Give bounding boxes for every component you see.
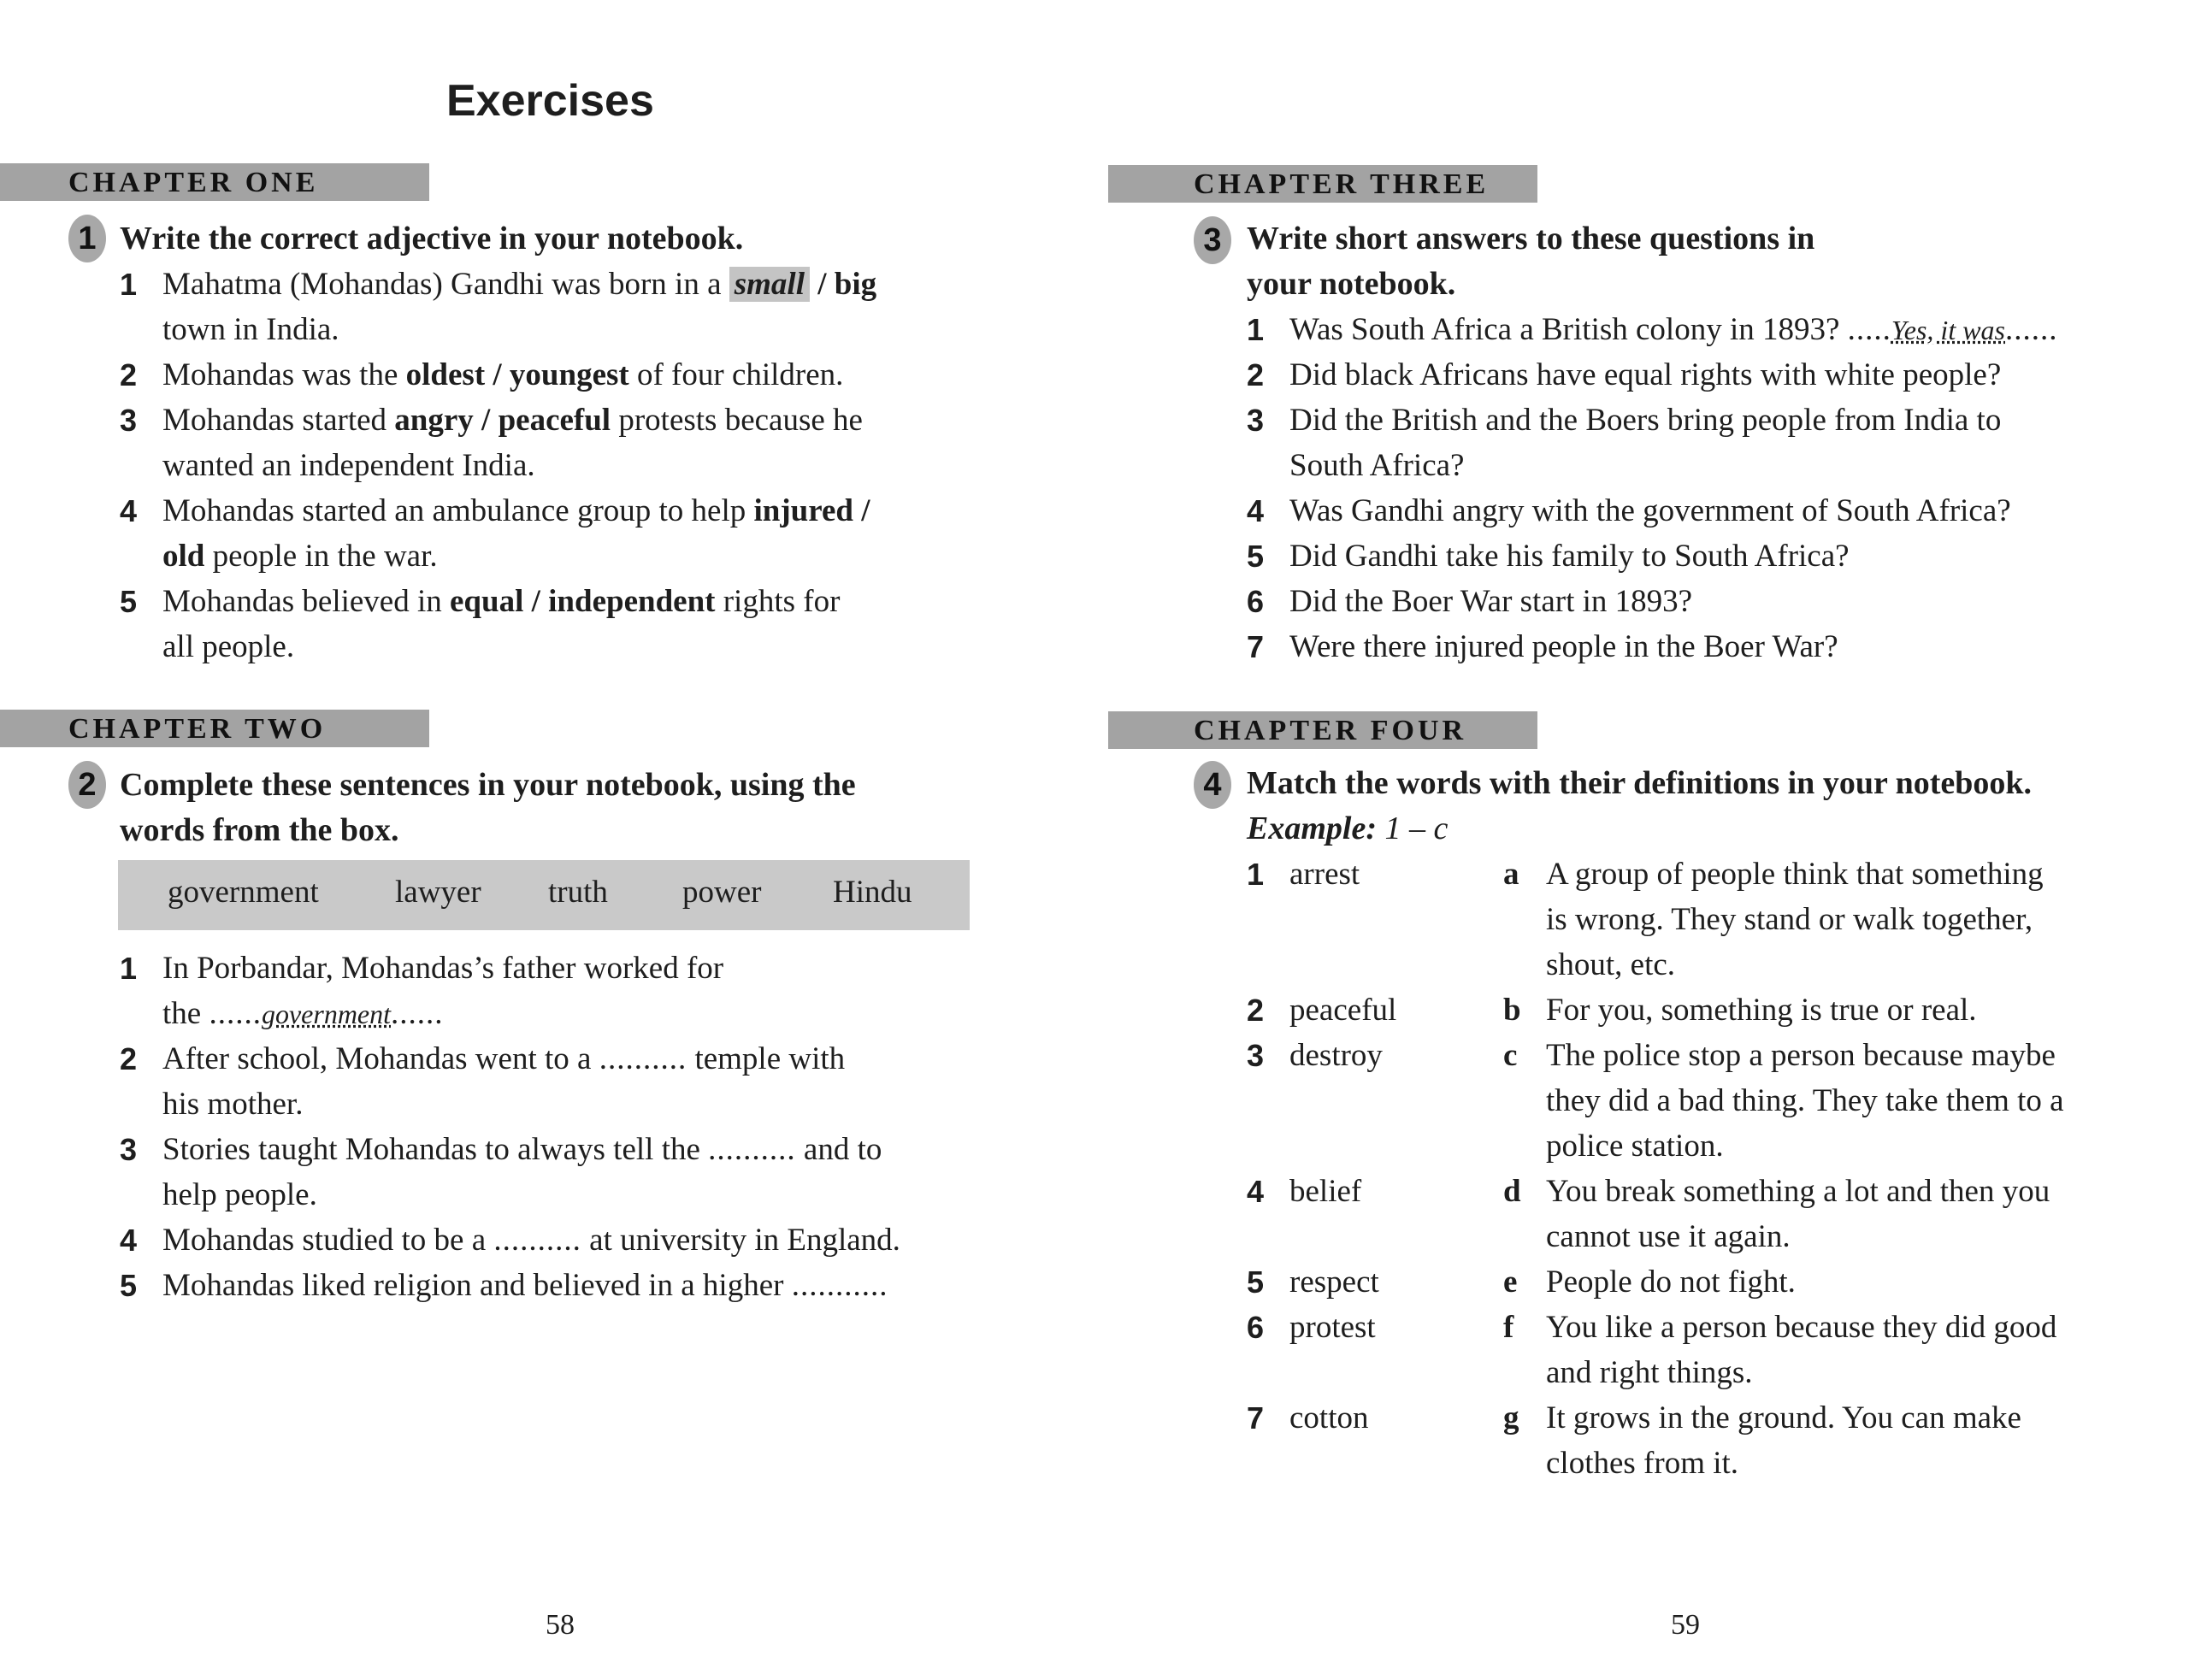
- chapter-one-heading: [0, 163, 429, 201]
- example-answer: Yes, it was: [1891, 315, 2005, 345]
- example-answer: government: [261, 999, 392, 1029]
- question-3-number-badge: 3: [1194, 216, 1231, 264]
- question-4-instruction: Match the words with their definitions in your notebook. Example: 1 – c: [1247, 765, 2033, 846]
- selected-answer-highlight: small: [729, 267, 810, 302]
- question-2-number-badge: 2: [68, 761, 106, 809]
- question-2-instruction: Complete these sentences in your notebook, using the words from the box.: [120, 767, 856, 848]
- chapter-two-heading-text: CHAPTER TWO: [68, 713, 327, 745]
- question-1-number-badge: 1: [68, 215, 106, 262]
- question-4-number-badge: 4: [1194, 761, 1231, 809]
- example-label: Example:: [1247, 811, 1377, 846]
- chapter-three-heading-text: CHAPTER THREE: [1194, 168, 1490, 200]
- page-number-right: 59: [1671, 1609, 1700, 1641]
- chapter-four-heading: [1108, 711, 1537, 749]
- question-3-instruction: Write short answers to these questions in your notebook.: [1247, 221, 1815, 302]
- word-box-word: Hindu: [833, 875, 912, 910]
- chapter-four-heading-text: CHAPTER FOUR: [1194, 715, 1467, 746]
- word-box-word: truth: [548, 875, 608, 910]
- question-1-instruction: Write the correct adjective in your notebook.: [120, 221, 744, 256]
- page-number-left: 58: [546, 1609, 575, 1641]
- word-box-word: government: [168, 875, 319, 910]
- example-value: 1 – c: [1376, 811, 1449, 846]
- word-box-word: lawyer: [395, 875, 481, 910]
- chapter-three-heading: [1108, 165, 1537, 203]
- chapter-one-heading-text: CHAPTER ONE: [68, 167, 319, 198]
- word-box: [118, 860, 970, 930]
- word-box-word: power: [682, 875, 762, 910]
- chapter-two-heading: [0, 710, 429, 747]
- page-title: Exercises: [446, 76, 654, 126]
